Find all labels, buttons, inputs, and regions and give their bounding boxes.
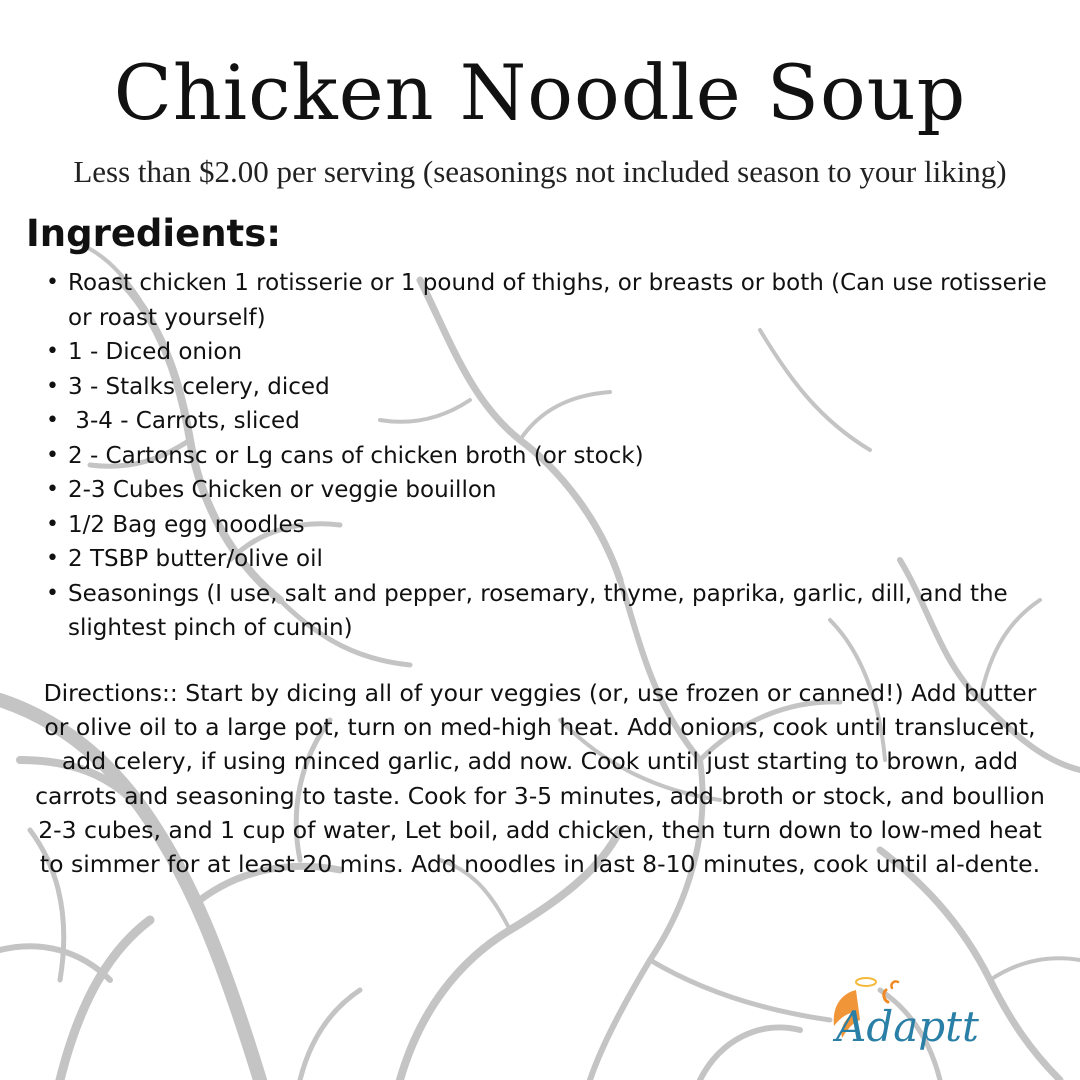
list-item: • 3-4 - Carrots, sliced (42, 404, 1052, 439)
list-item: • 2 TSBP butter/olive oil (42, 542, 1052, 577)
list-item: • 2 - Cartonsc or Lg cans of chicken broth (or stock) (42, 439, 1052, 474)
list-item: • 3 - Stalks celery, diced (42, 370, 1052, 405)
recipe-subtitle: Less than $2.00 per serving (seasonings not included season to your liking) (73, 154, 1007, 189)
adaptt-logo (826, 972, 979, 1064)
list-item: • Roast chicken 1 rotisserie or 1 pound of thighs, or breasts or both (Can use rotisserie or roast yourself) (42, 266, 1052, 335)
ingredients-heading: Ingredients: (26, 212, 282, 255)
list-item: • 1/2 Bag egg noodles (42, 508, 1052, 543)
recipe-title: Chicken Noodle Soup (113, 48, 967, 137)
list-item: • 1 - Diced onion (42, 335, 1052, 370)
directions-text: Directions:: Start by dicing all of your veggies (or, use frozen or canned!) Add butter or olive oil to a large pot, turn on med-high heat. Add onions, cook until translucent, add celery, if using minced garlic, add now. Cook until just starting to brown, add carrots and seasoning to taste. Cook for 3-5 minutes, add broth or stock, and boullion 2-3 cubes, and 1 cup of water, Let boil, add chicken, then turn down to low-med heat to simmer for at least 20 mins. Add noodles in last 8-10 minutes, cook until al-dente. (35, 679, 1045, 879)
list-item: • 2-3 Cubes Chicken or veggie bouillon (42, 473, 1052, 508)
ingredients-list (42, 266, 1052, 646)
list-item: • Seasonings (I use, salt and pepper, rosemary, thyme, paprika, garlic, dill, and the slightest pinch of cumin) (42, 577, 1052, 646)
logo-wordmark: Adaptt (836, 1002, 979, 1051)
